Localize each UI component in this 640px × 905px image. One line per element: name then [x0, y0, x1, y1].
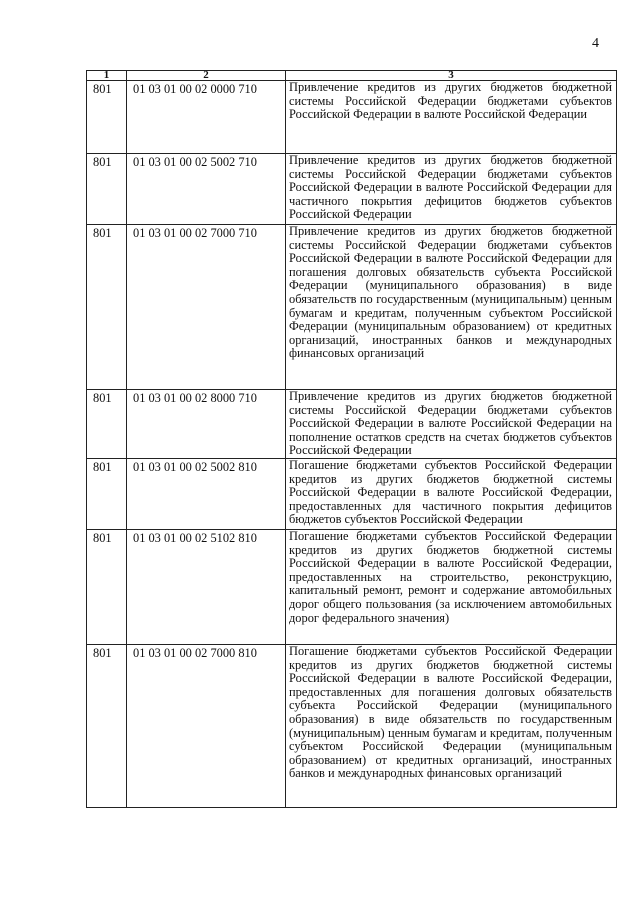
- budget-code-cell: 01 03 01 00 02 5002 710: [127, 154, 286, 225]
- table-row: [87, 645, 617, 808]
- admin-code-cell: 801: [87, 645, 127, 808]
- admin-code-cell: 801: [87, 154, 127, 225]
- description-cell: Привлечение кредитов из других бюджетов бюджетной системы Российской Федерации бюджетами субъектов Российской Федерации в валюте Российской Федерации: [286, 81, 617, 154]
- table-row: [87, 154, 617, 225]
- budget-code-cell: 01 03 01 00 02 7000 710: [127, 225, 286, 390]
- table-row: [87, 225, 617, 390]
- header-col-2: 2: [127, 71, 286, 81]
- table-row: [87, 530, 617, 645]
- admin-code-cell: 801: [87, 81, 127, 154]
- description-cell: Привлечение кредитов из других бюджетов бюджетной системы Российской Федерации бюджетами субъектов Российской Федерации в валюте Российской Федерации для частичного покрытия дефицитов бюджетов субъектов Российской Федерации: [286, 154, 617, 225]
- description-cell: Погашение бюджетами субъектов Российской Федерации кредитов из других бюджетов бюджетной системы Российской Федерации в валюте Российской Федерации, предоставленных для погашения долговых обязательств субъекта Российской Федерации (муниципального образования) в виде обязательств по государственным (муниципальным) ценным бумагам и кредитам, полученным субъектом Российской Федерации (муниципальным образованием) от кредитных организаций, иностранных банков и международных финансовых организаций: [286, 645, 617, 808]
- budget-code-cell: 01 03 01 00 02 8000 710: [127, 390, 286, 459]
- budget-codes-table: [86, 70, 617, 808]
- page-number: 4: [592, 36, 599, 51]
- description-cell: Погашение бюджетами субъектов Российской Федерации кредитов из других бюджетов бюджетной системы Российской Федерации в валюте Российской Федерации, предоставленных на строительство, реконструкцию, капитальный ремонт, ремонт и содержание автомобильных дорог общего пользования (за исключением автомобильных дорог федерального значения): [286, 530, 617, 645]
- admin-code-cell: 801: [87, 459, 127, 530]
- description-cell: Привлечение кредитов из других бюджетов бюджетной системы Российской Федерации бюджетами субъектов Российской Федерации в валюте Российской Федерации для погашения долговых обязательств субъекта Российской Федерации (муниципального образования) в виде обязательств по государственным (муниципальным) ценным бумагам и кредитам, полученным субъектом Российской Федерации (муниципальным образованием) от кредитных организаций, иностранных банков и международных финансовых организаций: [286, 225, 617, 390]
- budget-code-cell: 01 03 01 00 02 5102 810: [127, 530, 286, 645]
- header-row: [87, 71, 617, 81]
- table-body: [87, 81, 617, 808]
- table-row: [87, 390, 617, 459]
- table-header: [87, 71, 617, 81]
- header-col-1: 1: [87, 71, 127, 81]
- admin-code-cell: 801: [87, 390, 127, 459]
- table-row: [87, 81, 617, 154]
- description-cell: Погашение бюджетами субъектов Российской Федерации кредитов из других бюджетов бюджетной системы Российской Федерации в валюте Российской Федерации, предоставленных для частичного покрытия дефицитов бюджетов субъектов Российской Федерации: [286, 459, 617, 530]
- admin-code-cell: 801: [87, 225, 127, 390]
- table-row: [87, 459, 617, 530]
- description-cell: Привлечение кредитов из других бюджетов бюджетной системы Российской Федерации бюджетами субъектов Российской Федерации в валюте Российской Федерации на пополнение остатков средств на счетах бюджетов субъектов Российской Федерации: [286, 390, 617, 459]
- admin-code-cell: 801: [87, 530, 127, 645]
- header-col-3: 3: [286, 71, 617, 81]
- budget-code-cell: 01 03 01 00 02 7000 810: [127, 645, 286, 808]
- budget-code-cell: 01 03 01 00 02 5002 810: [127, 459, 286, 530]
- budget-code-cell: 01 03 01 00 02 0000 710: [127, 81, 286, 154]
